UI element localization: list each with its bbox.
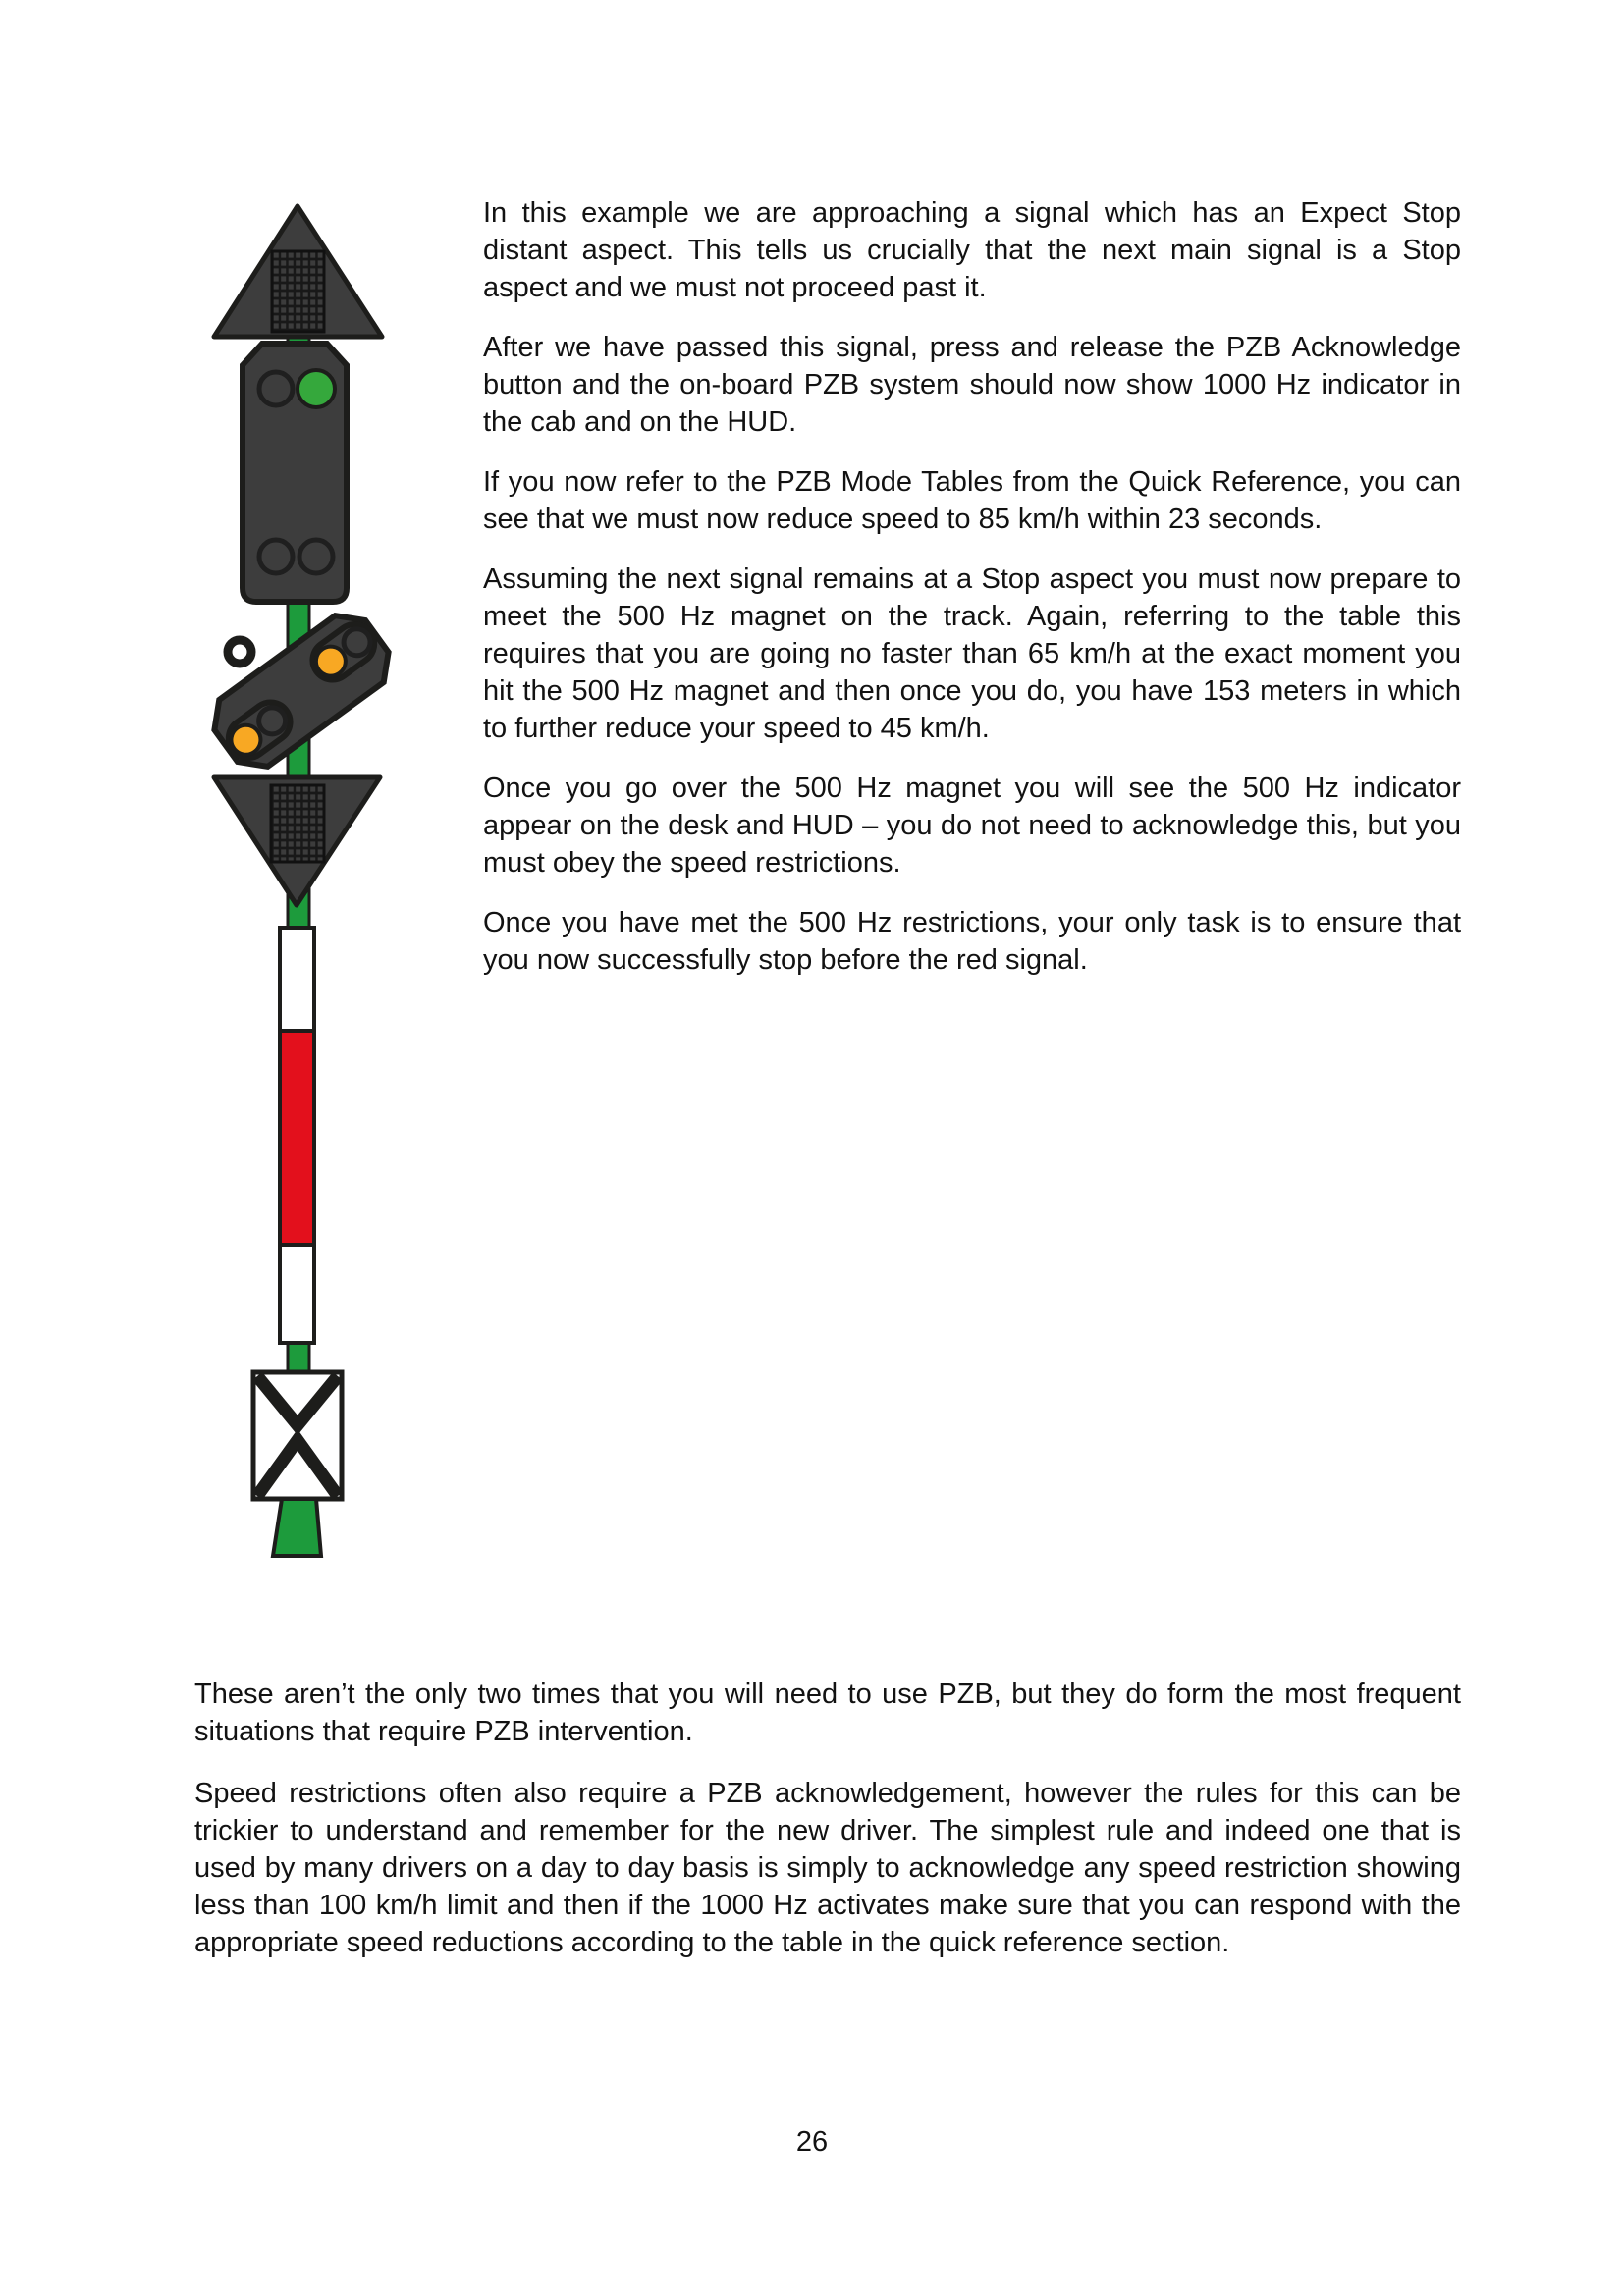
mast-base <box>273 1499 321 1556</box>
paragraph: If you now refer to the PZB Mode Tables from the Quick Reference, you can see that we must now reduce speed to 85 km/h within 23 seconds. <box>483 466 1461 535</box>
signal-diagram <box>206 196 403 1561</box>
paragraph: Once you have met the 500 Hz restrictions, your only task is to ensure that you now successfully stop before the red signal. <box>483 907 1461 976</box>
mounting-ring <box>228 640 251 664</box>
paragraph: After we have passed this signal, press and release the PZB Acknowledge button and the on-board PZB system should now show 1000 Hz indicator in the cab and on the HUD. <box>483 332 1461 438</box>
mesh-panel <box>271 785 324 862</box>
distant-triangle-sign <box>214 777 380 905</box>
footer-text-block <box>194 1676 1461 1986</box>
mesh-panel <box>272 251 324 332</box>
paragraph: Speed restrictions often also require a PZB acknowledgement, however the rules for this can be trickier to understand and remember for the new driver. The simplest rule and indeed one that is used by many drivers on a day to day basis is simply to acknowledge any speed restriction showing less than 100 km/h limit and then if the 1000 Hz activates make sure that you can respond with the appropriate speed reductions according to the table in the quick reference section. <box>194 1778 1461 1958</box>
paragraph: Once you go over the 500 Hz magnet you will see the 500 Hz indicator appear on the desk and HUD – you do not need to acknowledge this, but you must obey the speed restrictions. <box>483 773 1461 879</box>
expect-stop-triangle-sign <box>214 206 382 337</box>
main-text-column <box>483 194 1461 1001</box>
main-signal-head <box>243 344 347 602</box>
striped-mast <box>280 928 314 1343</box>
chevron-board <box>253 1372 342 1499</box>
paragraph: In this example we are approaching a signal which has an Expect Stop distant aspect. This tells us crucially that the next main signal is a Stop aspect and we must not proceed past it. <box>483 197 1461 303</box>
page-number: 26 <box>795 2126 829 2158</box>
green-lamp <box>298 370 335 407</box>
paragraph: These aren’t the only two times that you will need to use PZB, but they do form the most frequent situations that require PZB intervention. <box>194 1679 1461 1747</box>
paragraph: Assuming the next signal remains at a Stop aspect you must now prepare to meet the 500 Hz magnet on the track. Again, referring to the table this requires that you are going no faster than 65 km/h at the exact moment you hit the 500 Hz magnet and then once you do, you have 153 meters in which to further reduce your speed to 45 km/h. <box>483 563 1461 744</box>
